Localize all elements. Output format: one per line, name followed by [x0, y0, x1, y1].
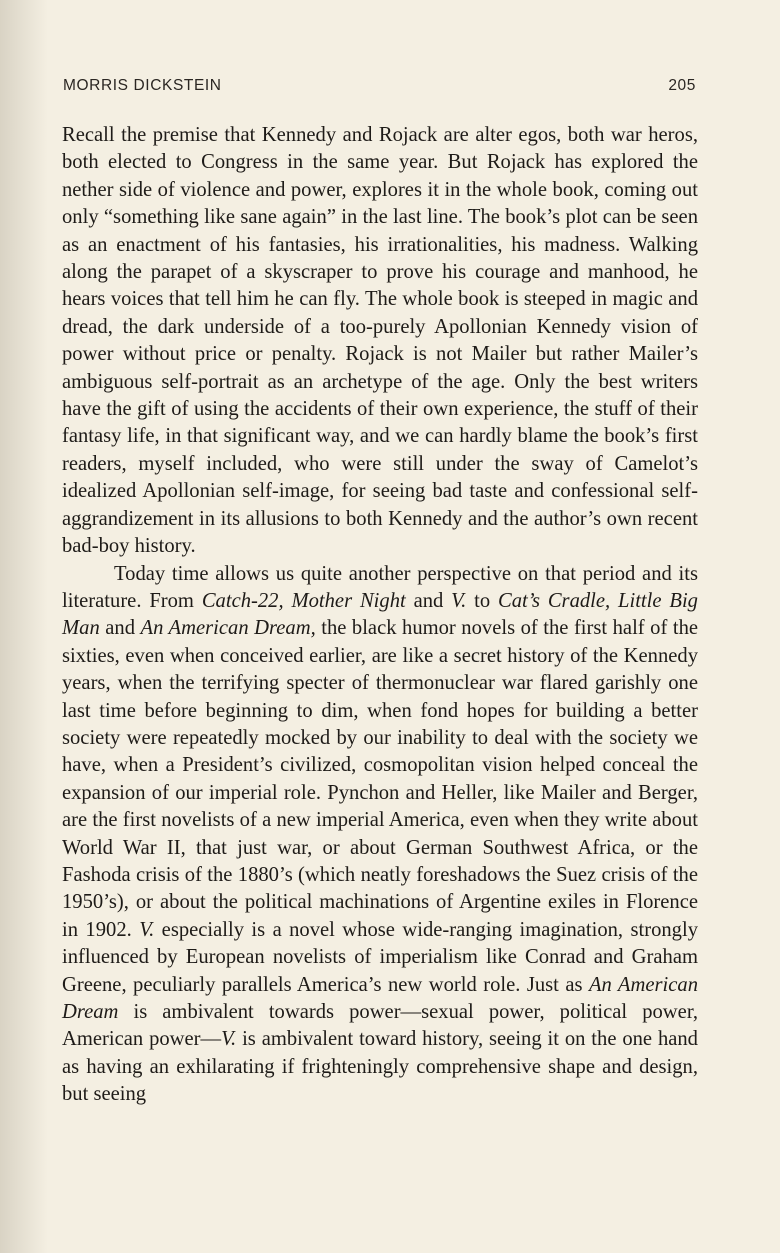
text-run: and	[405, 589, 452, 612]
italic-title: Catch-22, Mother Night	[201, 589, 406, 612]
running-head	[63, 77, 696, 99]
page-gutter-shadow	[0, 0, 48, 1253]
paragraph	[62, 561, 698, 1109]
text-run: is ambivalent towards power—sexual power, political power, American power—	[62, 1001, 698, 1051]
text-run: especially is a novel whose wide-ranging imagination, strongly influenced by European novelists of imperialism like Conrad and Graham Greene, peculiarly parallels America’s new world role. Just as	[62, 918, 698, 996]
italic-title: An American Dream	[62, 973, 698, 1023]
italic-title: V.	[221, 1028, 237, 1051]
paragraph	[62, 122, 698, 561]
text-run: to	[466, 589, 498, 612]
running-head-author: MORRIS DICKSTEIN	[63, 77, 222, 94]
text-run: is ambivalent toward history, seeing it on the one hand as having an exhilarating if frighteningly comprehensive shape and design, but seeing	[62, 1028, 698, 1106]
italic-title: V.	[451, 589, 467, 612]
text-run: Today time allows us quite another perspective on that period and its literature. From	[62, 562, 698, 612]
page-number: 205	[668, 77, 696, 94]
text-run: the black humor novels of the first half of the sixties, even when conceived earlier, are like a secret history of the Kennedy years, when the terrifying specter of thermonuclear war flared garishly one last time before beginning to dim, when fond hopes for building a better society were repeatedly mocked by our inability to deal with the society we have, when a President’s civilized, cosmopolitan vision helped conceal the expansion of our imperial role. Pynchon and Heller, like Mailer and Berger, are the first novelists of a new imperial America, even when they write about World War II, that just war, or about German Southwest Africa, or the Fashoda crisis of the 1880’s (which neatly foreshadows the Suez crisis of the 1950’s), or about the political machinations of Argentine exiles in Florence in 1902.	[62, 617, 699, 941]
italic-title: V.	[139, 918, 155, 941]
text-run: Recall the premise that Kennedy and Rojack are alter egos, both war heros, both elected to Congress in the same year. But Rojack has explored the nether side of violence and power, explores it in the whole book, coming out only “something like sane again” in the last line. The book’s plot can be seen as an enactment of his fantasies, his irrationalities, his madness. Walking along the parapet of a skyscraper to prove his courage and manhood, he hears voices that tell him he can fly. The whole book is steeped in magic and dread, the dark underside of a too-purely Apollonian Kennedy vision of power without price or penalty. Rojack is not Mailer but rather Mailer’s ambiguous self-portrait as an archetype of the age. Only the best writers have the gift of using the accidents of their own experience, the stuff of their fantasy life, in that significant way, and we can hardly blame the book’s first readers, myself included, who were still under the sway of Camelot’s idealized Apollonian self-image, for seeing bad taste and confessional self-aggrandizement in its allusions to both Kennedy and the author’s own recent bad-boy history.	[62, 124, 698, 558]
text-run: and	[99, 617, 141, 640]
italic-title: An American Dream,	[140, 617, 316, 640]
body-text	[62, 122, 698, 1109]
italic-title: Cat’s Cradle, Little Big Man	[62, 589, 698, 640]
